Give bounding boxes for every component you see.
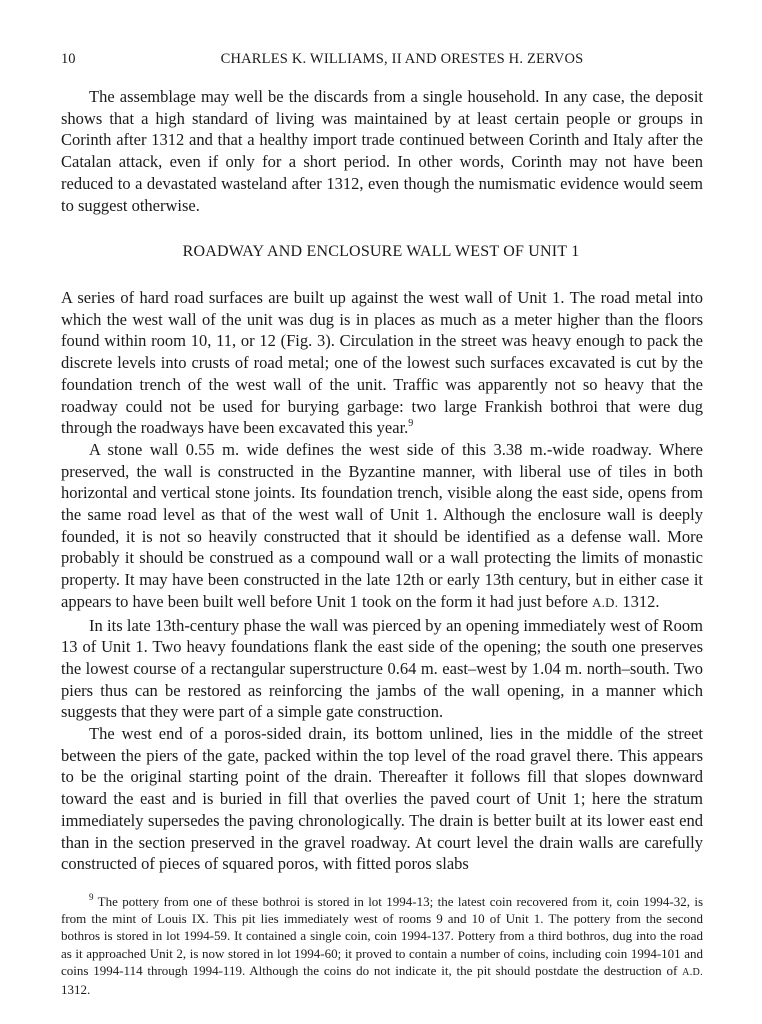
footnotes: [61, 893, 703, 998]
footnote: [61, 893, 703, 998]
paragraph: [61, 439, 703, 615]
paragraph-text: A stone wall 0.55 m. wide defines the west side of this 3.38 m.-wide roadway. Where preserved, the wall is constructed in the Byzantine manner, with liberal use of tiles in both horizontal and vertical stone joints. Its foundation trench, visible along the east side, opens from the same road level as that of the west wall of Unit 1. Although the enclosure wall is deeply founded, it is not so heavily constructed that it should be identified as a defense wall. More probably it should be construed as a compound wall or a wall protecting the limits of monastic property. It may have been constructed in the late 12th or early 13th century, but in either case it appears to have been built well before Unit 1 took on the form it had just before: [61, 439, 703, 611]
running-head: CHARLES K. WILLIAMS, II AND ORESTES H. ZERVOS: [220, 51, 584, 67]
section-body: [61, 287, 703, 875]
paragraph: The west end of a poros-sided drain, its bottom unlined, lies in the middle of the street between the piers of the gate, packed within the top level of the road gravel there. This appears to be the original starting point of the drain. Thereafter it follows fill that slopes downward toward the east and is buried in fill that overlies the paved court of Unit 1; here the stratum immediately supersedes the paving chronologically. The drain is better built at its lower east end than in the section preserved in the gravel roadway. At court level the drain walls are carefully constructed of pieces of squared poros, with fitted poros slabs: [61, 724, 703, 874]
paragraph-text: A series of hard road surfaces are built up against the west wall of Unit 1. The road metal into which the west wall of the unit was dug is in places as much as a meter higher than the floors found within room 10, 11, or 12 (Fig. 3). Circulation in the street was heavy enough to pack the discrete levels into crusts of road metal; one of the lowest such surfaces excavated is cut by the foundation trench of the west wall of the unit. Traffic was apparently not so heavy that the roadway could not be used for burying garbage: two large Frankish bothroi that were dug through the roadways have been excavated this year.: [61, 288, 703, 438]
intro-text: [61, 86, 703, 216]
footnote-marker: 9: [89, 892, 94, 902]
footnote-text: The pottery from one of these bothroi is stored in lot 1994-13; the latest coin recovered from it, coin 1994-32, is from the mint of Louis IX. This pit lies immediately west of rooms 9 and 10 of Unit 1. The pottery from the second bothros is stored in lot 1994-59. It contained a single coin, coin 1994-137. Pottery from a third bothros, dug into the road as it approached Unit 2, is now stored in lot 1994-60; it proved to contain a number of coins, including coin 1994-101 and coins 1994-114 through 1994-119. Although the coins do not indicate it, the pit should postdate the destruction of: [61, 894, 704, 978]
paragraph-text: 1312.: [622, 591, 660, 611]
era-abbreviation: A.D.: [682, 966, 703, 978]
era-abbreviation: A.D.: [592, 595, 619, 610]
section-heading: ROADWAY AND ENCLOSURE WALL WEST OF UNIT 1: [182, 243, 580, 260]
paragraph: [61, 287, 703, 439]
page-number: 10: [61, 51, 76, 67]
footnote-reference: 9: [408, 418, 414, 430]
paragraph: In its late 13th-century phase the wall was pierced by an opening immediately west of Room 13 of Unit 1. Two heavy foundations flank the east side of the opening; the south one preserves the lowest course of a rectangular superstructure 0.64 m. east–west by 1.04 m. north–south. Two piers thus can be restored as reinforcing the jambs of the wall opening, in a manner which suggests that they were part of a simple gate construction.: [61, 615, 703, 722]
footnote-text: 1312.: [61, 982, 91, 998]
paragraph: The assemblage may well be the discards from a single household. In any case, the deposit shows that a high standard of living was maintained by at least certain people or groups in Corinth after 1312 and that a healthy import trade continued between Corinth and Italy after the Catalan attack, even if only for a short period. In other words, Corinth may not have been reduced to a devastated wasteland after 1312, even though the numismatic evidence would seem to suggest otherwise.: [61, 87, 703, 215]
